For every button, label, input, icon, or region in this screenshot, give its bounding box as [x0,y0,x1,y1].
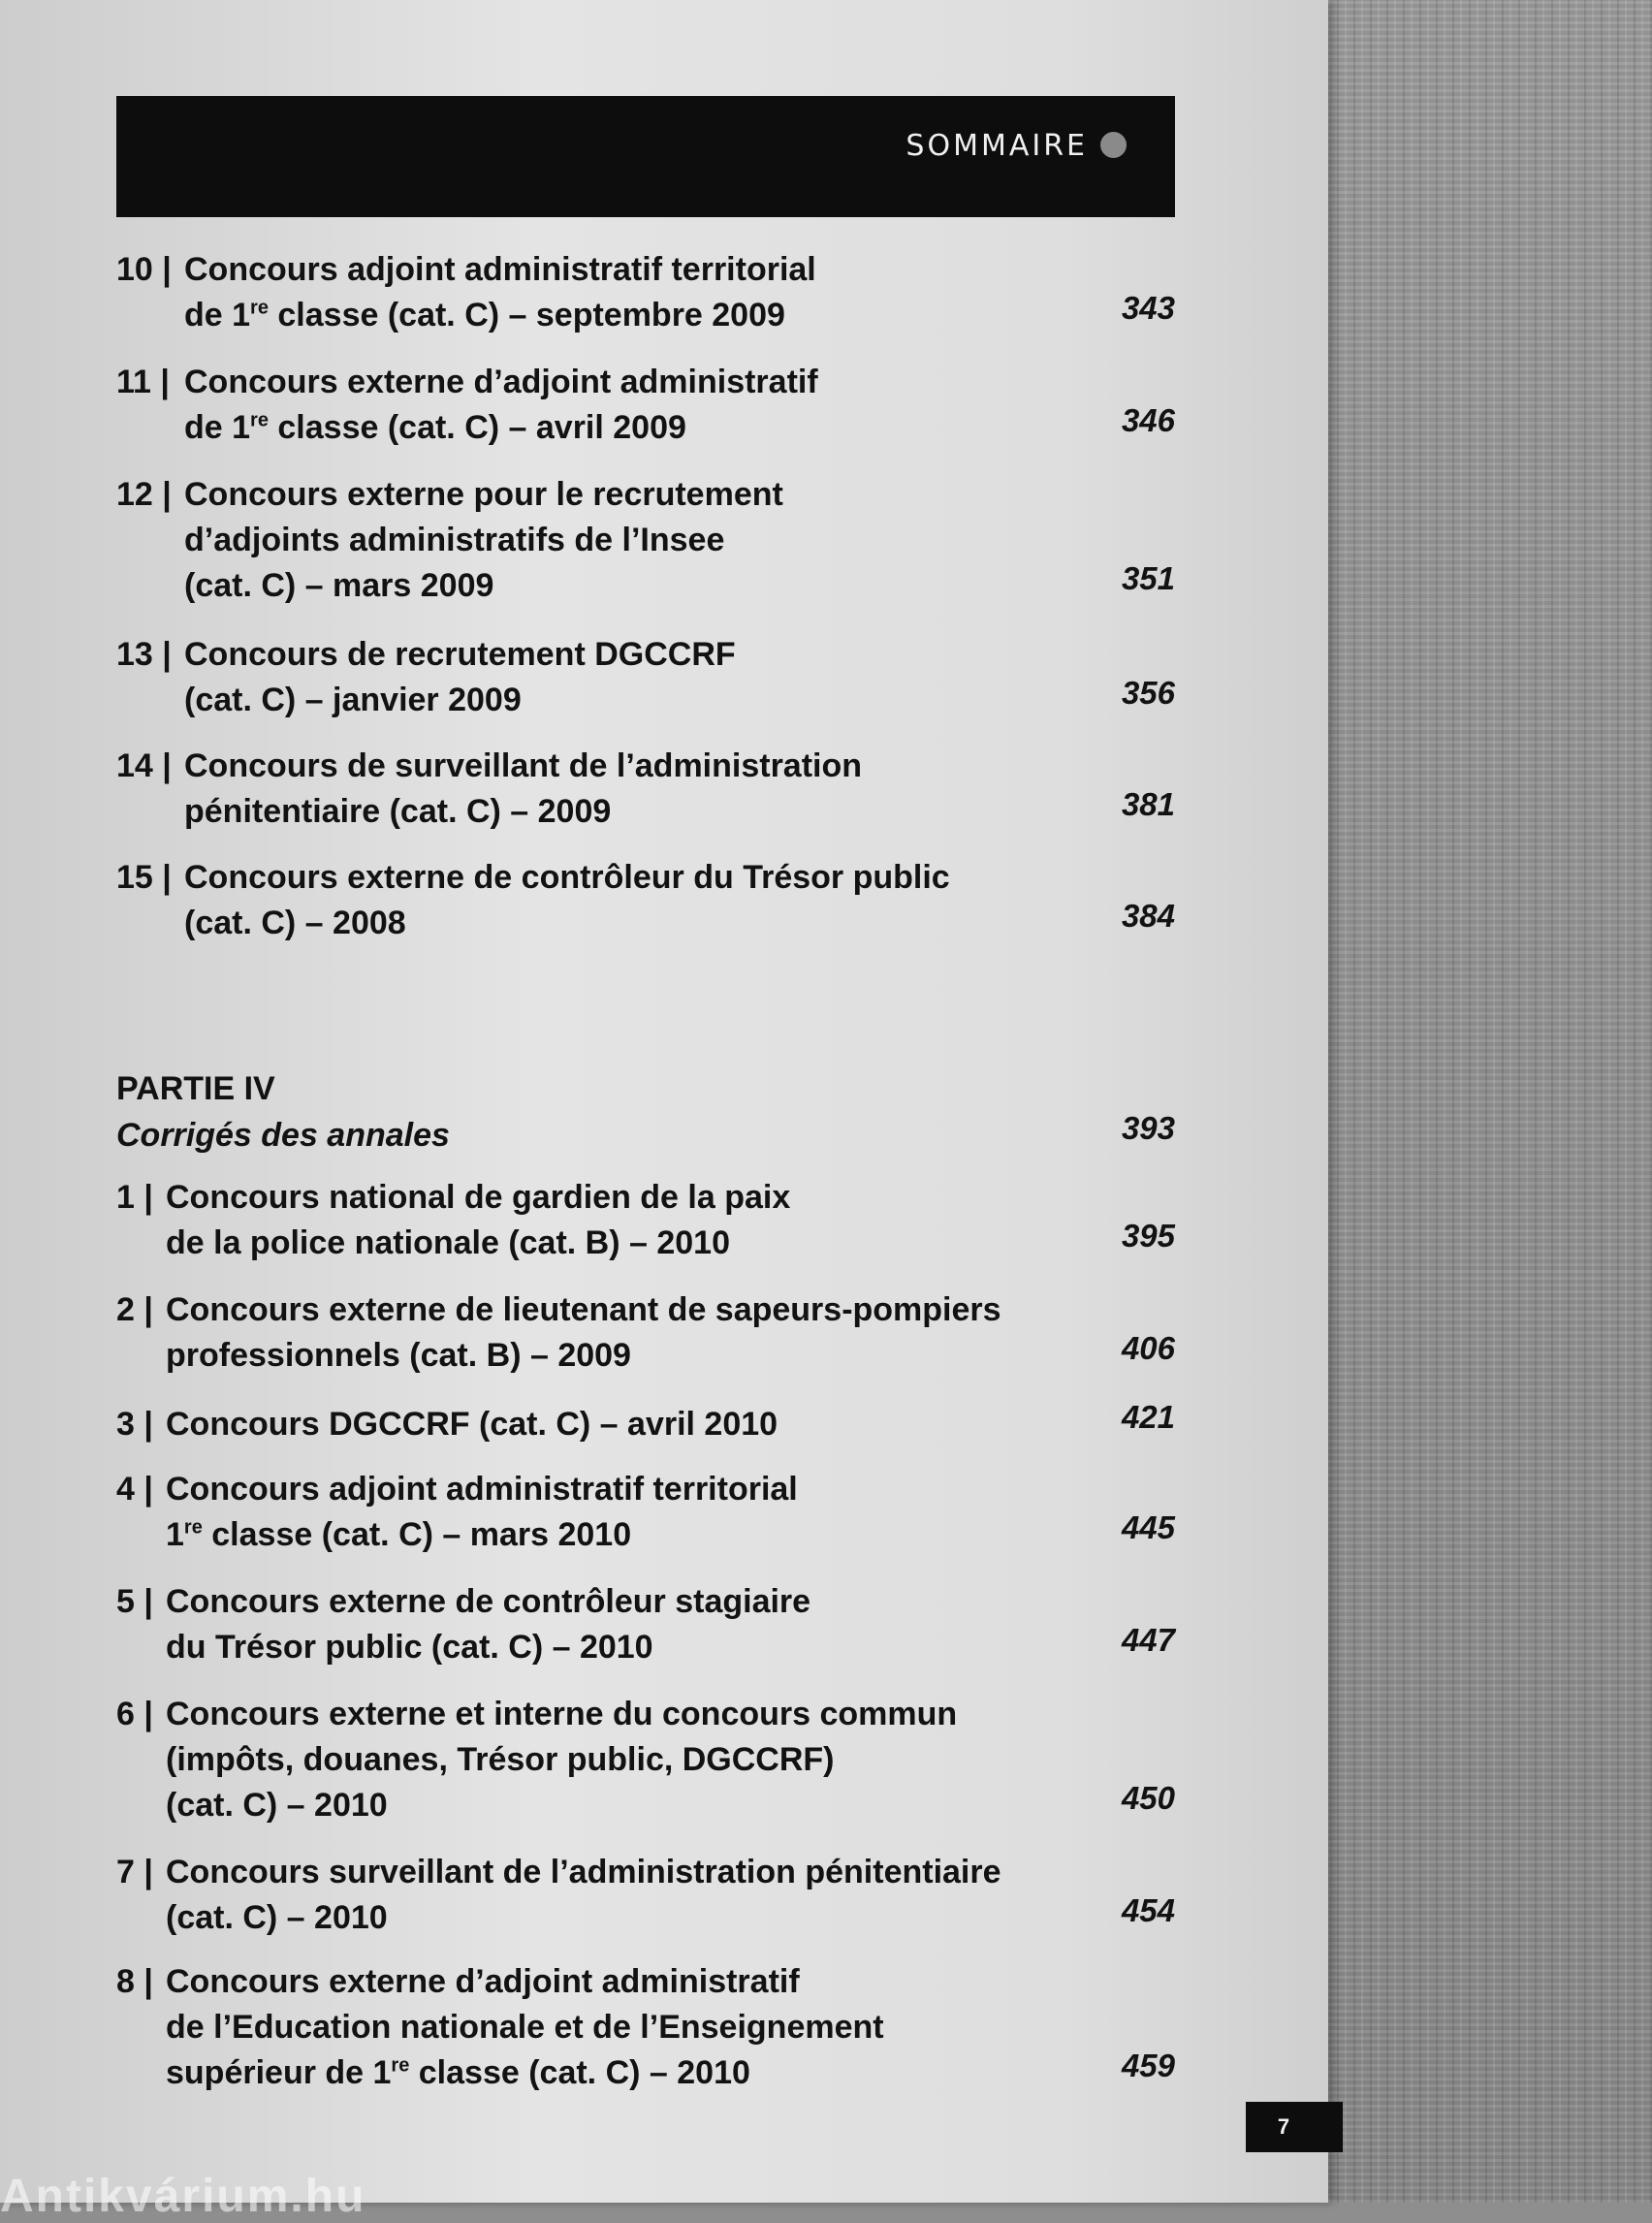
entry-number: 11 | [116,364,170,400]
entry-title-line [184,518,724,563]
title-text: pénitentiaire (cat. C) – 2009 [184,793,612,830]
entry-title-line [184,632,736,678]
entry-title-line [184,472,783,518]
title-text: Concours de recrutement DGCCRF [184,636,736,673]
title-text: d’adjoints administratifs de l’Insee [184,522,725,558]
part-page-number: 393 [1121,1110,1175,1146]
entry-title-line [166,1783,388,1828]
entry-number: 10 | [116,251,172,288]
title-text: (cat. C) – 2008 [184,905,406,941]
entry-title-line [184,405,686,451]
entry-title-line [166,1175,790,1221]
entry-title-line [184,678,522,723]
entry-number: 3 | [116,1406,153,1443]
entry-page-number: 395 [1121,1218,1175,1254]
header-band [116,96,1175,217]
section-title: SOMMAIRE [905,129,1088,163]
entry-page-number: 459 [1121,2048,1175,2083]
title-text: (cat. C) – 2010 [166,1787,388,1824]
entry-page-number: 447 [1121,1622,1175,1658]
entry-number: 6 | [116,1696,153,1732]
title-text: classe (cat. C) – septembre 2009 [268,297,785,333]
entry-title-line [184,247,816,293]
entry-page-number: 384 [1121,898,1175,934]
entry-title-line [166,1895,388,1941]
title-text: Concours DGCCRF (cat. C) – avril 2010 [166,1406,778,1443]
entry-title-line [166,1737,835,1783]
entry-number: 12 | [116,476,172,513]
entry-page-number: 454 [1121,1892,1175,1928]
entry-page-number: 421 [1121,1399,1175,1435]
entry-title-line [166,1692,957,1737]
title-text: (cat. C) – mars 2009 [184,567,494,604]
title-text: (impôts, douanes, Trésor public, DGCCRF) [166,1741,835,1778]
entry-title-line [184,901,406,946]
title-text: de l’Education nationale et de l’Enseignement [166,2009,884,2046]
entry-number: 2 | [116,1291,153,1328]
title-text: 1 [166,1516,184,1553]
title-text: supérieur de 1 [166,2054,392,2091]
entry-page-number: 356 [1121,675,1175,711]
entry-page-number: 343 [1121,290,1175,326]
title-text: Concours externe pour le recrutement [184,476,783,513]
ordinal-superscript: re [183,1516,203,1539]
entry-title-line [166,1467,798,1512]
entry-number: 13 | [116,636,172,673]
ordinal-superscript: re [250,409,269,431]
title-text: professionnels (cat. B) – 2009 [166,1337,631,1374]
title-text: Concours externe et interne du concours commun [166,1696,958,1732]
title-text: classe (cat. C) – 2010 [409,2054,750,2091]
page-number: 7 [1246,2102,1343,2152]
entry-page-number: 406 [1121,1330,1175,1366]
entry-title-line [166,1625,653,1670]
entry-title-line [184,744,862,789]
title-text: Concours externe de lieutenant de sapeurs-pompiers [166,1291,1001,1328]
entry-page-number: 346 [1121,402,1175,438]
entry-title-line [166,1333,631,1379]
entry-title-line [166,2050,750,2096]
title-text: classe (cat. C) – mars 2010 [202,1516,632,1553]
entry-number: 5 | [116,1583,153,1620]
entry-title-line [184,293,785,338]
entry-number: 8 | [116,1963,153,2000]
title-text: Concours externe de contrôleur du Trésor public [184,859,950,896]
watermark: Antikvárium.hu [0,2171,366,2222]
entry-number: 15 | [116,859,172,896]
title-text: Concours adjoint administratif territorial [166,1471,798,1508]
title-text: (cat. C) – 2010 [166,1899,388,1936]
entry-title-line [184,855,950,901]
title-text: Concours externe de contrôleur stagiaire [166,1583,811,1620]
entry-page-number: 450 [1121,1780,1175,1816]
entry-title-line [166,1959,800,2005]
entry-title-line [184,360,818,405]
title-text: (cat. C) – janvier 2009 [184,682,522,718]
title-text: classe (cat. C) – avril 2009 [268,409,686,446]
title-text: Concours externe d’adjoint administratif [184,364,818,400]
part-heading: PARTIE IV [116,1070,275,1107]
entry-title-line [166,2005,884,2050]
title-text: Concours externe d’adjoint administratif [166,1963,800,2000]
title-text: de 1 [184,297,251,333]
entry-page-number: 351 [1121,560,1175,596]
entry-title-line [184,789,611,835]
entry-title-line [166,1221,730,1266]
entry-page-number: 445 [1121,1509,1175,1545]
title-text: Concours national de gardien de la paix [166,1179,791,1216]
entry-title-line [166,1850,1001,1895]
entry-number: 14 | [116,747,172,784]
title-text: de 1 [184,409,251,446]
entry-number: 1 | [116,1179,153,1216]
entry-title-line [166,1402,778,1447]
entry-title-line [166,1287,1001,1333]
bullet-dot-icon [1100,132,1127,158]
ordinal-superscript: re [391,2054,410,2077]
entry-title-line [166,1512,631,1558]
part-subtitle: Corrigés des annales [116,1117,450,1154]
title-text: Concours surveillant de l’administration pénitentiaire [166,1854,1001,1890]
desk-background [1328,0,1652,2203]
entry-page-number: 381 [1121,786,1175,822]
entry-title-line [166,1579,810,1625]
entry-title-line [184,563,493,609]
title-text: du Trésor public (cat. C) – 2010 [166,1629,653,1666]
entry-number: 7 | [116,1854,153,1890]
title-text: de la police nationale (cat. B) – 2010 [166,1224,730,1261]
title-text: Concours de surveillant de l’administration [184,747,863,784]
entry-number: 4 | [116,1471,153,1508]
title-text: Concours adjoint administratif territorial [184,251,816,288]
ordinal-superscript: re [250,297,269,319]
